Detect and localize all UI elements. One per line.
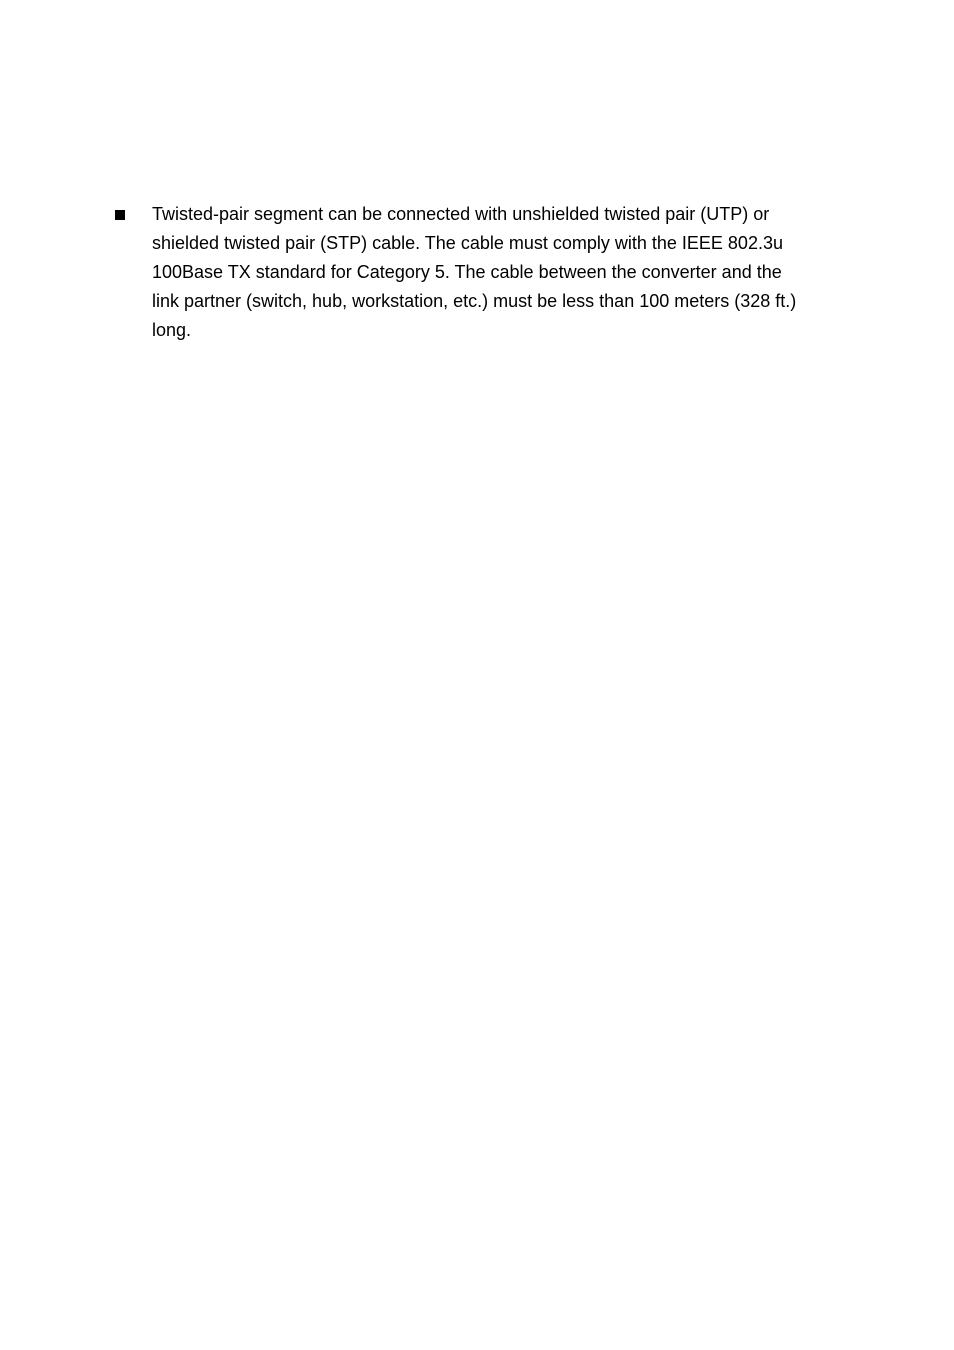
paragraph-line: shielded twisted pair (STP) cable. The cable must comply with the IEEE 802.3u: [152, 233, 783, 253]
bullet-paragraph: [152, 200, 846, 345]
paragraph-line: long.: [152, 320, 192, 340]
black-square-bullet-icon: [115, 210, 125, 220]
paragraph-line: Twisted-pair segment can be connected with unshielded twisted pair (UTP) or: [152, 204, 770, 224]
paragraph-line: link partner (switch, hub, workstation, etc.) must be less than 100 meters (328 ft.): [152, 291, 797, 311]
paragraph-line: 100Base TX standard for Category 5. The cable between the converter and the: [152, 262, 782, 282]
